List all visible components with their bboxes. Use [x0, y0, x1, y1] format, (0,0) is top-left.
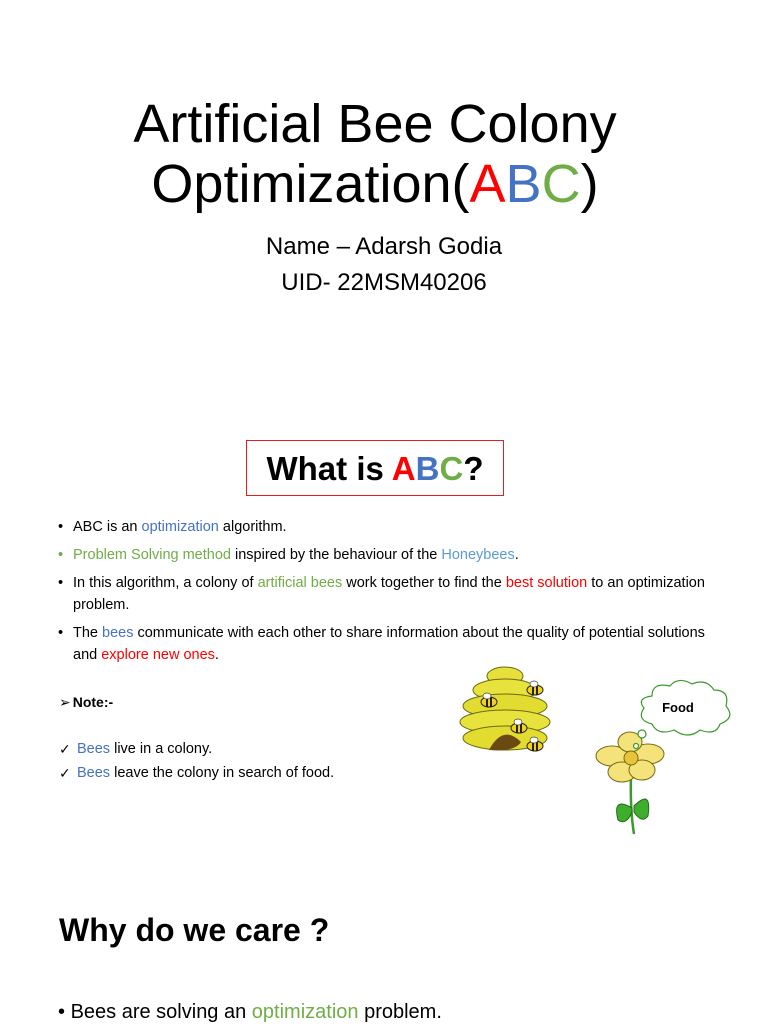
title-line-2: Optimization(ABC) [151, 154, 599, 214]
last-bullet: • Bees are solving an optimization problem. [58, 1001, 442, 1023]
author-name: Name – Adarsh Godia [265, 233, 503, 260]
beehive-illustration [455, 660, 565, 760]
heading-letter-a: A [391, 450, 416, 487]
bullet-item: • In this algorithm, a colony of artificial bees work together to find the best solution to an optimization problem. [56, 572, 706, 616]
note-checklist [59, 737, 334, 785]
why-heading: Why do we care ? [59, 912, 330, 948]
bullet-item: • Problem Solving method inspired by the behaviour of the Honeybees. [56, 544, 706, 566]
slide-title [0, 94, 750, 214]
abc-bullet-list [56, 516, 706, 672]
note-heading: ➢ Note:- [59, 694, 114, 710]
what-is-abc-heading: What is ABC? [246, 440, 504, 496]
check-item: ✓ Bees leave the colony in search of food. [59, 761, 334, 785]
author-uid: UID- 22MSM40206 [281, 269, 487, 296]
title-letter-b: B [505, 154, 542, 214]
title-letter-a: A [469, 154, 506, 214]
check-item: ✓ Bees live in a colony. [59, 737, 334, 761]
heading-letter-c: C [439, 450, 464, 487]
arrow-bullet-icon: ➢ [59, 694, 71, 710]
heading-letter-b: B [415, 450, 440, 487]
title-line-1: Artificial Bee Colony [133, 94, 617, 154]
bullet-item: • ABC is an optimization algorithm. [56, 516, 706, 538]
cloud-label: Food [662, 700, 694, 715]
bullet-item: • The bees communicate with each other to share information about the quality of potential solutions and explore new ones. [56, 622, 706, 666]
author-info [0, 229, 768, 301]
title-letter-c: C [541, 154, 581, 214]
thought-cloud [630, 676, 740, 754]
